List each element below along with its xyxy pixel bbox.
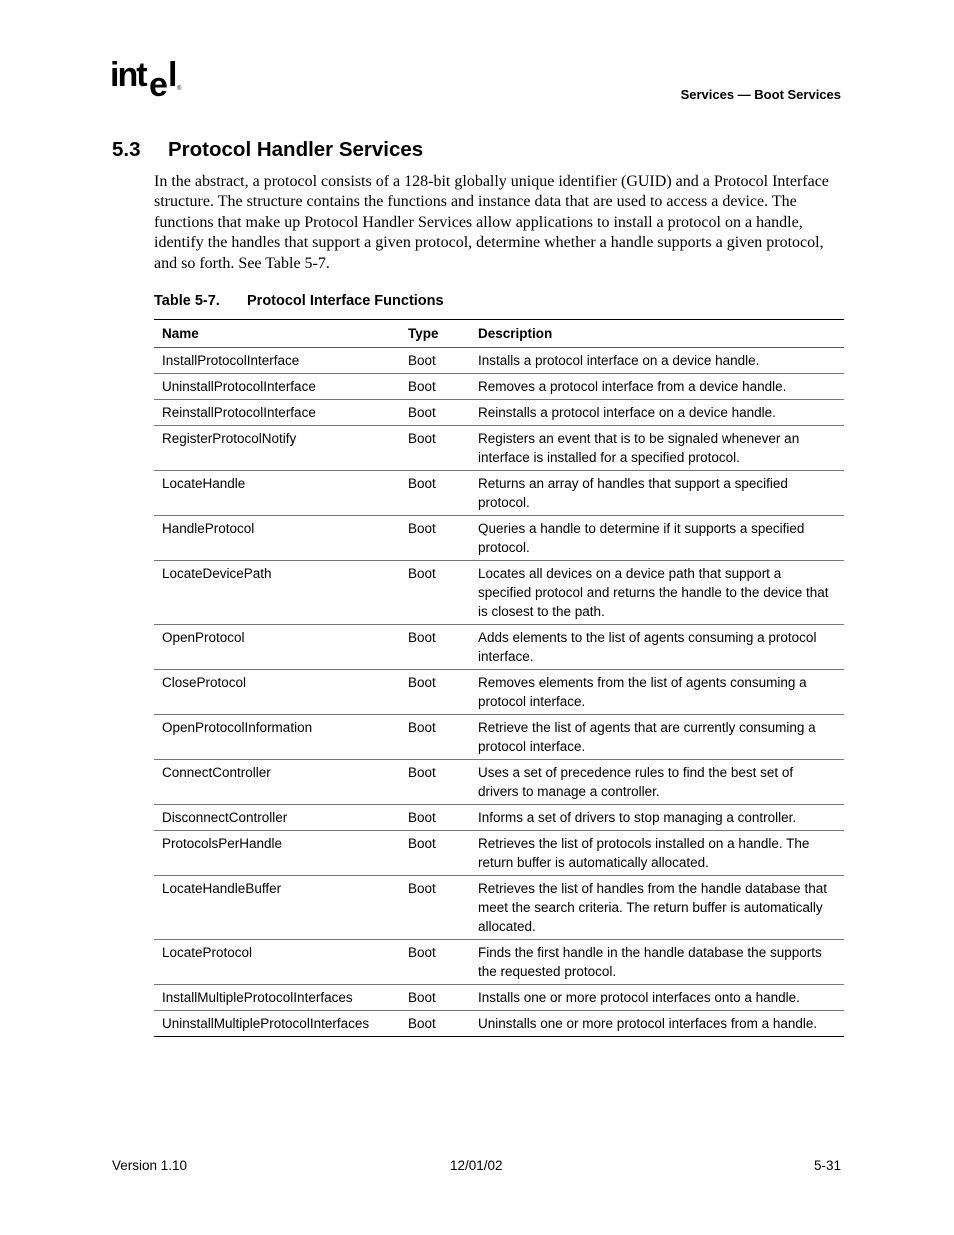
cell-function-name: OpenProtocol <box>154 625 400 670</box>
cell-function-name: RegisterProtocolNotify <box>154 426 400 471</box>
cell-function-name: UninstallProtocolInterface <box>154 374 400 400</box>
table-row <box>154 374 844 400</box>
cell-description: Locates all devices on a device path that support a specified protocol and returns the handle to the device that is closest to the path. <box>470 561 844 625</box>
table-row <box>154 760 844 805</box>
table-caption-number: Table 5-7. <box>154 293 220 309</box>
table-body <box>154 348 844 1037</box>
table-row <box>154 985 844 1011</box>
section-number: 5.3 <box>112 138 141 161</box>
table-row <box>154 516 844 561</box>
cell-type: Boot <box>400 831 470 876</box>
cell-type: Boot <box>400 426 470 471</box>
cell-function-name: ProtocolsPerHandle <box>154 831 400 876</box>
table-row <box>154 400 844 426</box>
cell-function-name: InstallProtocolInterface <box>154 348 400 374</box>
table-row <box>154 670 844 715</box>
cell-description: Installs a protocol interface on a device handle. <box>470 348 844 374</box>
cell-type: Boot <box>400 471 470 516</box>
cell-type: Boot <box>400 985 470 1011</box>
running-header: Services — Boot Services <box>680 87 841 102</box>
cell-description: Uses a set of precedence rules to find the best set of drivers to manage a controller. <box>470 760 844 805</box>
cell-function-name: CloseProtocol <box>154 670 400 715</box>
footer-page-number: 5-31 <box>813 1158 841 1173</box>
intel-logo-mark <box>110 56 184 100</box>
cell-type: Boot <box>400 516 470 561</box>
cell-description: Returns an array of handles that support a specified protocol. <box>470 471 844 516</box>
cell-type: Boot <box>400 374 470 400</box>
cell-description: Retrieves the list of protocols installed on a handle. The return buffer is automatically allocated. <box>470 831 844 876</box>
column-header-type: Type <box>400 320 470 348</box>
table-row <box>154 940 844 985</box>
cell-type: Boot <box>400 670 470 715</box>
cell-description: Informs a set of drivers to stop managing a controller. <box>470 805 844 831</box>
table-caption <box>154 293 444 309</box>
table-row <box>154 348 844 374</box>
svg-text:e: e <box>149 66 166 100</box>
table-header-row <box>154 320 844 348</box>
protocol-functions-table <box>154 319 844 1037</box>
cell-function-name: LocateHandleBuffer <box>154 876 400 940</box>
cell-type: Boot <box>400 760 470 805</box>
cell-function-name: InstallMultipleProtocolInterfaces <box>154 985 400 1011</box>
cell-type: Boot <box>400 348 470 374</box>
cell-function-name: OpenProtocolInformation <box>154 715 400 760</box>
cell-type: Boot <box>400 876 470 940</box>
cell-description: Removes elements from the list of agents consuming a protocol interface. <box>470 670 844 715</box>
table-row <box>154 625 844 670</box>
cell-function-name: ReinstallProtocolInterface <box>154 400 400 426</box>
cell-description: Installs one or more protocol interfaces onto a handle. <box>470 985 844 1011</box>
table-row <box>154 1011 844 1037</box>
cell-description: Queries a handle to determine if it supports a specified protocol. <box>470 516 844 561</box>
cell-function-name: ConnectController <box>154 760 400 805</box>
cell-function-name: HandleProtocol <box>154 516 400 561</box>
table-row <box>154 471 844 516</box>
table-row <box>154 876 844 940</box>
column-header-description: Description <box>470 320 844 348</box>
cell-type: Boot <box>400 400 470 426</box>
cell-function-name: LocateDevicePath <box>154 561 400 625</box>
table-row <box>154 715 844 760</box>
cell-function-name: DisconnectController <box>154 805 400 831</box>
cell-type: Boot <box>400 940 470 985</box>
table-row <box>154 805 844 831</box>
cell-type: Boot <box>400 1011 470 1037</box>
table-row <box>154 426 844 471</box>
intel-logo <box>110 56 184 105</box>
cell-description: Uninstalls one or more protocol interfaces from a handle. <box>470 1011 844 1037</box>
cell-function-name: LocateProtocol <box>154 940 400 985</box>
cell-function-name: LocateHandle <box>154 471 400 516</box>
table-caption-title: Protocol Interface Functions <box>247 293 444 309</box>
table-row <box>154 561 844 625</box>
section-title: Protocol Handler Services <box>168 138 424 161</box>
column-header-name: Name <box>154 320 400 348</box>
cell-description: Finds the first handle in the handle database the supports the requested protocol. <box>470 940 844 985</box>
cell-type: Boot <box>400 561 470 625</box>
cell-description: Adds elements to the list of agents consuming a protocol interface. <box>470 625 844 670</box>
cell-description: Retrieves the list of handles from the handle database that meet the search criteria. The return buffer is automatically allocated. <box>470 876 844 940</box>
cell-description: Registers an event that is to be signaled whenever an interface is installed for a specified protocol. <box>470 426 844 471</box>
svg-text:int: int <box>110 56 146 94</box>
cell-type: Boot <box>400 715 470 760</box>
cell-description: Removes a protocol interface from a device handle. <box>470 374 844 400</box>
section-heading <box>112 138 423 162</box>
svg-text:®: ® <box>177 86 182 92</box>
table-row <box>154 831 844 876</box>
footer-date: 12/01/02 <box>450 1158 503 1173</box>
cell-description: Reinstalls a protocol interface on a device handle. <box>470 400 844 426</box>
cell-type: Boot <box>400 805 470 831</box>
cell-function-name: UninstallMultipleProtocolInterfaces <box>154 1011 400 1037</box>
cell-description: Retrieve the list of agents that are currently consuming a protocol interface. <box>470 715 844 760</box>
intro-paragraph: In the abstract, a protocol consists of a 128-bit globally unique identifier (GUID) and a Protocol Interface structure. The structure contains the functions and instance data that are used to access a device. The functions that make up Protocol Handler Services allow applications to install a protocol on a handle, identify the handles that support a given protocol, determine whether a handle supports a given protocol, and so forth. See Table 5-7. <box>154 173 829 272</box>
cell-type: Boot <box>400 625 470 670</box>
footer-version: Version 1.10 <box>112 1158 188 1173</box>
svg-text:l: l <box>168 56 178 94</box>
